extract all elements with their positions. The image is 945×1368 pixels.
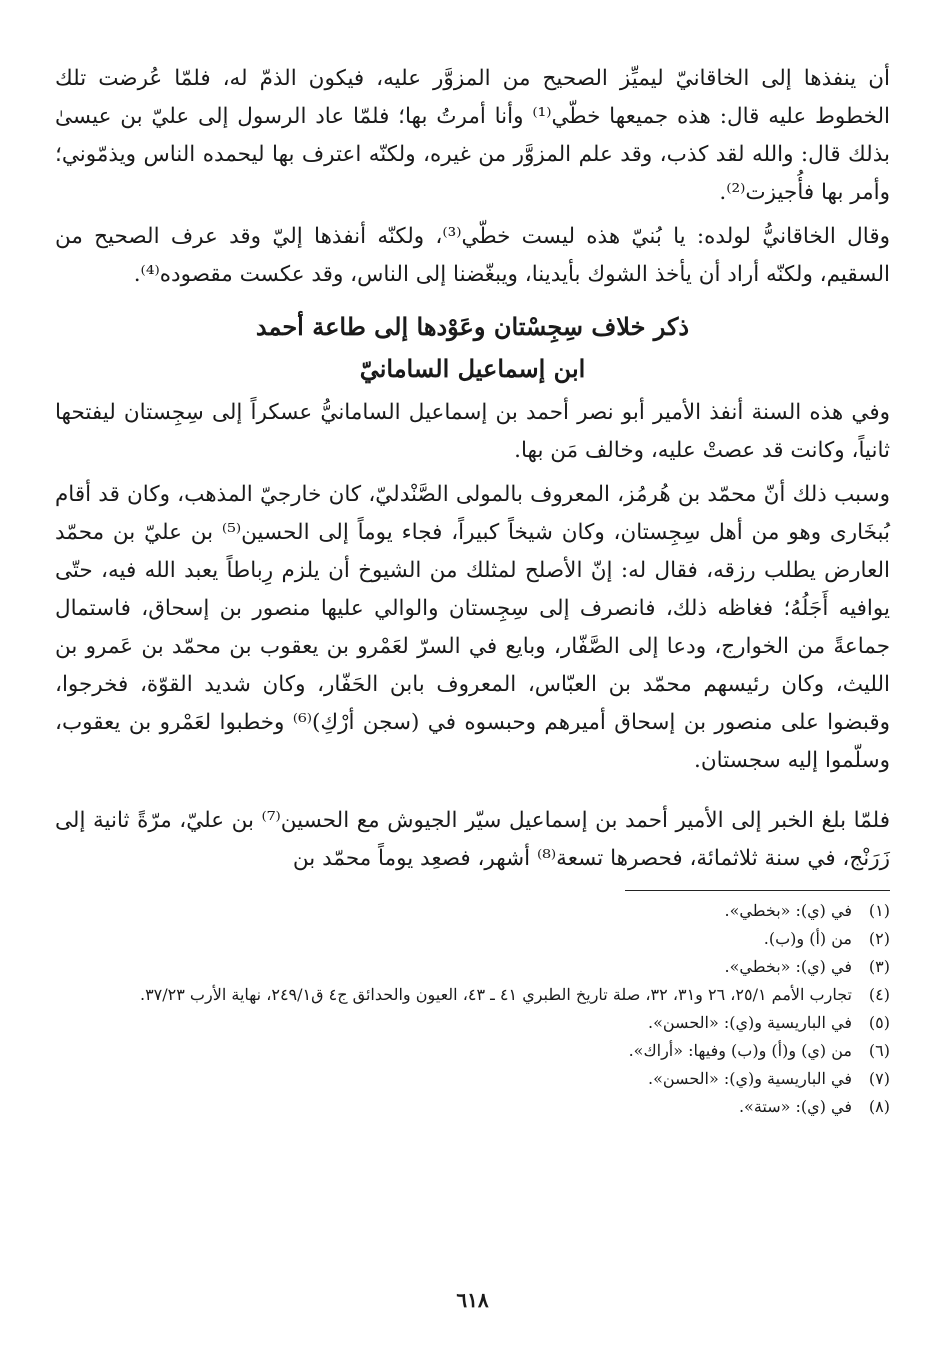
footnote-text: في (ي): «بخطي». [724,957,852,976]
footnote-number: (٢) [868,929,890,948]
footnote-text: من (ي) و(أ) و(ب) وفيها: «أراك». [628,1041,852,1060]
footnote-text: في (ي): «ستة». [738,1097,852,1116]
section-heading-line-2: ابن إسماعيل السامانيّ [359,354,586,383]
footnote-text: في الباريسية و(ي): «الحسن». [647,1069,852,1088]
page-number: ٦١٨ [456,1288,489,1312]
footnote-number: (٣) [868,957,890,976]
footnote-item [55,1037,890,1065]
footnote-item [55,1093,890,1121]
paragraph-cause-of-revolt: وسبب ذلك أنّ محمّد بن هُرمُز، المعروف بالمولى الصَّنْدليّ، كان خارجيّ المذهب، وكان قد أقام بُبخَارى وهو من أهل سِجِستان، وكان شيخاً كبيراً، فجاء يوماً إلى الحسين⁽⁵⁾ بن عليّ بن محمّد العارض يطلب رزقه، فقال له: إنّ الأصلح لمثلك من الشيوخ أن يلزم رِباطاً يعبد الله فيه، حتّى يوافيه أَجَلُهُ؛ فغاظه ذلك، فانصرف إلى سِجِستان والوالي عليها منصور بن إسحاق، فاستمال جماعةً من الخوارج، ودعا إلى الصَّفّار، وبايع في السرّ لعَمْرو بن يعقوب بن محمّد بن عَمرو بن الليث، وكان رئيسهم محمّد بن العبّاس، المعروف بابن الحَفّار، وكان شديد القوّة، فخرجوا، وقبضوا على منصور بن إسحاق أميرهم وحبسوه في (سجن أرْكِ)⁽⁶⁾ وخطبوا لعَمْرو بن يعقوب، وسلّموا إليه سجستان. [55,482,891,773]
paragraph-siege-of-zaranj: فلمّا بلغ الخبر إلى الأمير أحمد بن إسماعيل سيّر الجيوش مع الحسين⁽⁷⁾ بن عليّ، مرّةً ثانية إلى زَرَنْج، في سنة ثلاثمائة، فحصرها تسعة⁽⁸⁾ أشهر، فصعِد يوماً محمّد بن [55,808,890,871]
footnote-divider [625,890,890,891]
footnote-item [55,925,890,953]
paragraph-khaqani-to-son: وقال الخاقانيُّ لولده: يا بُنيّ هذه ليست خطّي⁽³⁾، ولكنّه أنفذها إليّ وقد عرف الصحيح من السقيم، ولكنّه أراد أن يأخذ الشوك بأيدينا، ويبغّضنا إلى الناس، وقد عكست مقصوده⁽⁴⁾. [55,224,890,287]
section-heading-line-1: ذكر خلاف سِجِسْتان وعَوْدها إلى طاعة أحمد [255,312,690,341]
footnote-number: (٨) [868,1097,890,1116]
page-body [55,60,890,1121]
footnote-number: (٤) [868,985,890,1004]
footnote-item [55,953,890,981]
footnote-text: تجارب الأمم ٢٥/١، ٢٦ و٣١، ٣٢، صلة تاريخ الطبري ٤١ ـ ٤٣، العيون والحدائق ج٤ ق٢٤٩/١، نهاية الأرب ٣٧/٢٣. [139,985,852,1004]
footnote-item [55,897,890,925]
footnote-text: في الباريسية و(ي): «الحسن». [647,1013,852,1032]
footnote-number: (٦) [868,1041,890,1060]
footnote-text: في (ي): «بخطي». [724,901,852,920]
paragraph-khaqani-letters: أن ينفذها إلى الخاقانيّ ليميِّز الصحيح من المزوَّر عليه، فيكون الذمّ له، فلمّا عُرضت تلك الخطوط عليه قال: هذه جميعها خطّي⁽¹⁾ وأنا أمرتُ بها؛ فلمّا عاد الرسول إلى عليّ بن عيسىٰ بذلك قال: والله لقد كذب، وقد علم المزوَّر من غيره، ولكنّه اعترف بها ليحمده الناس ويذمّوني؛ وأمر بها فأُجيزت⁽²⁾. [55,66,890,205]
paragraph-sijistan-army: وفي هذه السنة أنفذ الأمير أبو نصر أحمد بن إسماعيل السامانيُّ عسكراً إلى سِجِستان ليفتحها ثانياً، وكانت قد عصتْ عليه، وخالف مَن بها. [55,400,890,463]
footnote-number: (١) [868,901,890,920]
footnote-item [55,1009,890,1037]
footnote-number: (٥) [868,1013,890,1032]
footnote-number: (٧) [868,1069,890,1088]
footnotes-list [55,897,890,1121]
footnote-item [55,1065,890,1093]
footnote-item [55,981,890,1009]
footnote-text: من (أ) و(ب). [763,929,852,948]
